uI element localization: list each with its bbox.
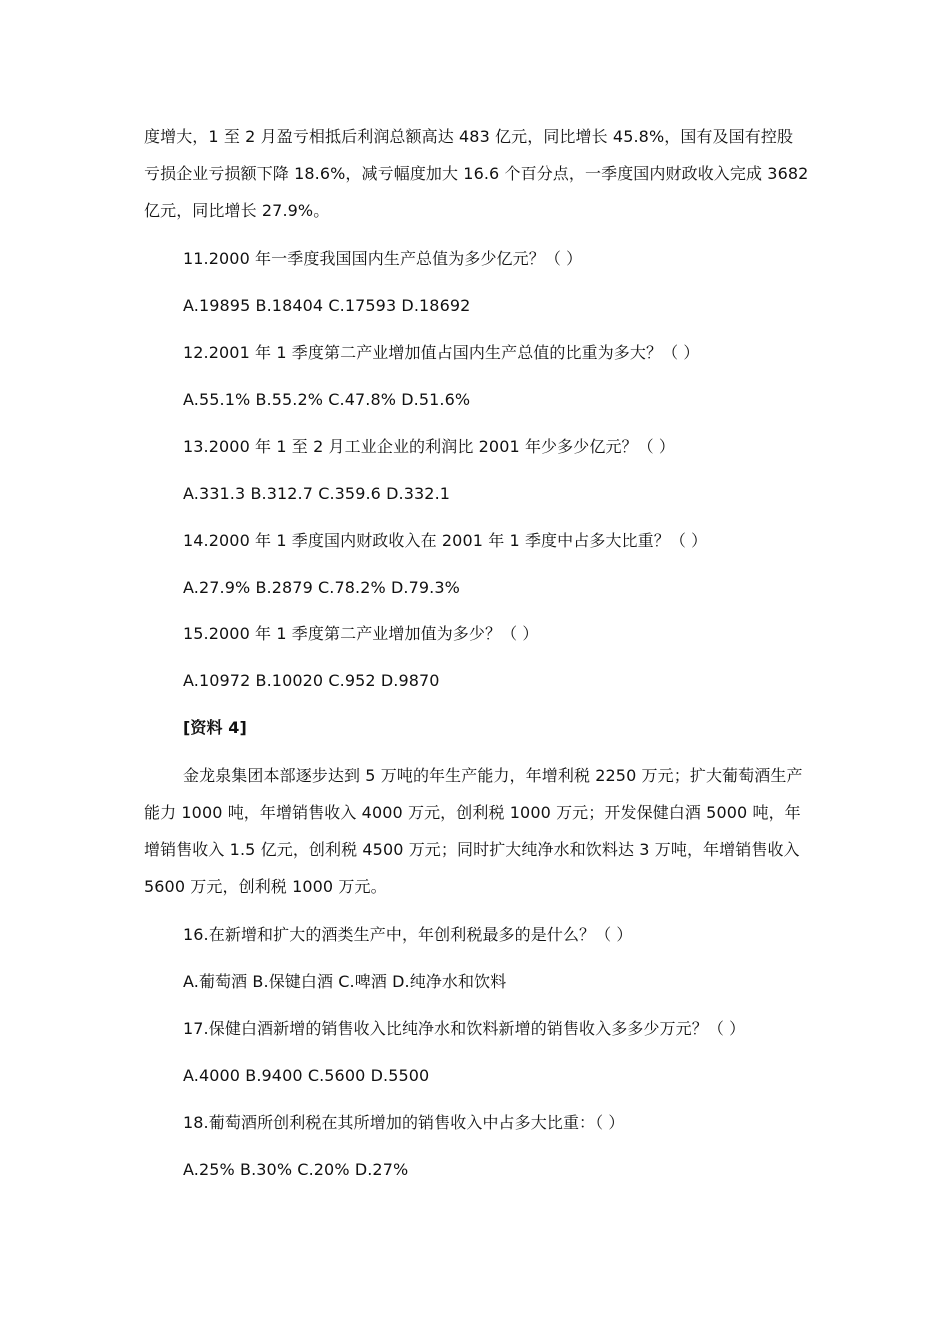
question-16-options: A.葡萄酒 B.保键白酒 C.啤酒 D.纯净水和饮料 — [183, 972, 507, 991]
question-17: 17.保健白酒新增的销售收入比纯净水和饮料新增的销售收入多多少万元？（ ） — [183, 1019, 746, 1038]
intro-paragraph: 度增大，1 至 2 月盈亏相抵后利润总额高达 483 亿元，同比增长 45.8%，国有及国有控股亏损企业亏损额下降 18.6%，减亏幅度加大 16.6 个百分点，一季度国内财政收入完成 3682 亿元，同比增长 27.9%。 — [144, 127, 809, 220]
question-17-options: A.4000 B.9400 C.5600 D.5500 — [183, 1066, 430, 1085]
question-18-options: A.25% B.30% C.20% D.27% — [183, 1160, 409, 1179]
question-16: 16.在新增和扩大的酒类生产中，年创利税最多的是什么？（ ） — [183, 925, 633, 944]
question-13-options: A.331.3 B.312.7 C.359.6 D.332.1 — [183, 484, 451, 503]
question-18: 18.葡萄酒所创利税在其所增加的销售收入中占多大比重：（ ） — [183, 1113, 625, 1132]
question-12-options: A.55.1% B.55.2% C.47.8% D.51.6% — [183, 390, 471, 409]
section-4-paragraph: 金龙泉集团本部逐步达到 5 万吨的年生产能力，年增利税 2250 万元；扩大葡萄酒生产能力 1000 吨，年增销售收入 4000 万元，创利税 1000 万元；开发保健白酒 5000 吨，年增销售收入 1.5 亿元，创利税 4500 万元；同时扩大纯净水和饮料达 3 万吨，年增销售收入 5600 万元，创利税 1000 万元。 — [144, 766, 803, 896]
question-11: 11.2000 年一季度我国国内生产总值为多少亿元？（ ） — [183, 249, 583, 268]
section-4-title: [资料 4] — [183, 718, 247, 737]
question-12: 12.2001 年 1 季度第二产业增加值占国内生产总值的比重为多大？（ ） — [183, 343, 700, 362]
question-13: 13.2000 年 1 至 2 月工业企业的利润比 2001 年少多少亿元？（ ） — [183, 437, 676, 456]
question-15-options: A.10972 B.10020 C.952 D.9870 — [183, 671, 440, 690]
question-15: 15.2000 年 1 季度第二产业增加值为多少？（ ） — [183, 624, 539, 643]
question-11-options: A.19895 B.18404 C.17593 D.18692 — [183, 296, 471, 315]
question-14-options: A.27.9% B.2879 C.78.2% D.79.3% — [183, 578, 460, 597]
question-14: 14.2000 年 1 季度国内财政收入在 2001 年 1 季度中占多大比重？（ ） — [183, 531, 708, 550]
